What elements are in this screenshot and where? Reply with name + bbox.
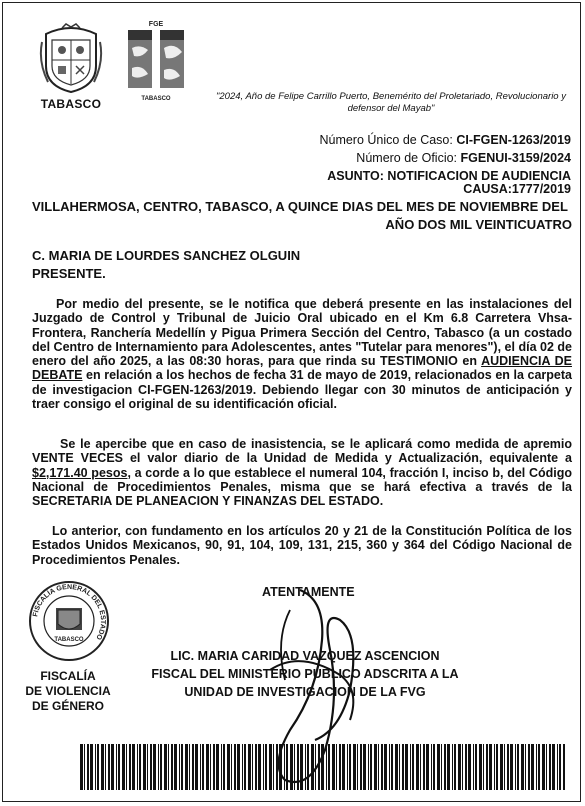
barcode-bar — [517, 744, 519, 790]
barcode-bar — [504, 744, 505, 790]
barcode-bar — [252, 744, 253, 790]
barcode-bar — [410, 744, 411, 790]
barcode-bar — [160, 744, 162, 790]
notification-text-1: Por medio del presente, se le notifica que deberá presente en las instalaciones del Juzgado de Control y Tribunal de Juicio Oral ubicado en el Km 6.8 Carretera Vhsa-Frontera, Ranchería Medellín y Pigua Primera Sección del Centro, Tabasco (a un costado del Centro de Internamiento para Adolescentes, antes "Tutelar para menores"), el día 02 de enero del año 2025, a las 08:30 horas, para que rinda su TESTIMONIO en — [32, 297, 572, 369]
barcode-bar — [552, 744, 555, 790]
barcode-bar — [101, 744, 104, 790]
place-date-line-2: AÑO DOS MIL VEINTICUATRO — [385, 217, 572, 232]
stamp-caption-line-2: DE VIOLENCIA — [25, 684, 111, 698]
barcode-bar — [510, 744, 513, 790]
barcode-bar — [454, 744, 456, 790]
barcode-bar — [496, 744, 498, 790]
barcode-bar — [473, 744, 474, 790]
barcode-bar — [258, 744, 261, 790]
barcode-bar — [378, 744, 379, 790]
barcode-bar — [384, 744, 387, 790]
barcode-bar — [108, 744, 110, 790]
addressee-name: C. MARIA DE LOURDES SANCHEZ OLGUIN — [32, 248, 301, 263]
subject-value: NOTIFICACION DE AUDIENCIA — [387, 169, 571, 183]
barcode-bar — [132, 744, 135, 790]
barcode-bar — [279, 744, 282, 790]
barcode-bar — [248, 744, 251, 790]
signer-title-1: FISCAL DEL MINISTERIO PUBLICO ADSCRITA A LA — [151, 667, 459, 681]
barcode-bar — [538, 744, 540, 790]
stamp-caption-line-3: DE GÉNERO — [31, 699, 104, 713]
barcode-bar — [437, 744, 440, 790]
barcode-bar — [326, 744, 327, 790]
barcode-bar — [290, 744, 293, 790]
barcode-bar — [546, 744, 547, 790]
barcode-bar — [276, 744, 278, 790]
barcode-bar — [531, 744, 534, 790]
barcode-bar — [153, 744, 156, 790]
barcode-bar — [389, 744, 390, 790]
barcode-bar — [542, 744, 545, 790]
barcode-bar — [90, 744, 93, 790]
barcode-bar — [494, 744, 495, 790]
barcode-bar — [360, 744, 362, 790]
barcode-bar — [265, 744, 267, 790]
barcode-bar — [328, 744, 330, 790]
signer-name: LIC. MARIA CARIDAD VAZQUEZ ASCENCION — [170, 649, 440, 663]
barcode-bar — [202, 744, 204, 790]
warning-text-1: Se le apercibe que en caso de inasistencia, se le aplicará como medida de apremio VENTE VECES el valor diario de la Unidad de Medida y Actualización, equivalente a — [32, 437, 572, 466]
barcode-bar — [200, 744, 201, 790]
barcode-bar — [336, 744, 337, 790]
barcode-bar — [370, 744, 372, 790]
barcode-bar — [242, 744, 243, 790]
barcode-bar — [237, 744, 240, 790]
addressee-block — [32, 247, 300, 283]
barcode-bar — [563, 744, 565, 790]
hearing-type: AUDIENCIA DE DEBATE — [32, 354, 572, 383]
cause-number: CAUSA:1777/2019 — [463, 182, 571, 196]
barcode-bar — [391, 744, 393, 790]
barcode-bar — [368, 744, 369, 790]
office-number-label: Número de Oficio: — [356, 151, 458, 165]
barcode-bar — [321, 744, 324, 790]
barcode-bar — [447, 744, 450, 790]
barcode-bar — [126, 744, 127, 790]
barcode-bar — [181, 744, 183, 790]
institutional-motto: "2024, Año de Felipe Carrillo Puerto, Benemérito del Proletariado, Revolucionario y defensor del Mayab" — [216, 91, 566, 114]
fge-logo — [124, 18, 188, 106]
barcode-bar — [468, 744, 471, 790]
barcode-bar — [84, 744, 85, 790]
office-number-line — [171, 149, 571, 167]
barcode-bar — [416, 744, 419, 790]
barcode-bar — [318, 744, 320, 790]
office-number-value: FGENUI-3159/2024 — [460, 151, 571, 165]
barcode-bar — [284, 744, 285, 790]
fge-logo-subtext: TABASCO — [141, 96, 171, 102]
barcode-bar — [500, 744, 503, 790]
barcode-bar — [286, 744, 288, 790]
barcode-bar — [263, 744, 264, 790]
barcode-bar — [402, 744, 404, 790]
barcode-bar — [87, 744, 89, 790]
barcode-bar — [137, 744, 138, 790]
barcode-bar — [507, 744, 509, 790]
barcode-bar — [347, 744, 348, 790]
barcode-bar — [231, 744, 232, 790]
barcode-bar — [489, 744, 492, 790]
barcode-bar — [223, 744, 225, 790]
barcode-bar — [95, 744, 96, 790]
place-date-line-1: VILLAHERMOSA, CENTRO, TABASCO, A QUINCE DIAS DEL MES DE NOVIEMBRE DEL — [32, 199, 568, 214]
barcode-bar — [129, 744, 131, 790]
signature-block — [150, 647, 460, 701]
barcode-bar — [192, 744, 194, 790]
barcode-bar — [139, 744, 141, 790]
fiscalia-stamp-seal — [28, 578, 110, 664]
barcode-bar — [441, 744, 442, 790]
barcode-bar — [116, 744, 117, 790]
barcode-bar — [179, 744, 180, 790]
barcode-bar — [297, 744, 299, 790]
barcode-bar — [557, 744, 558, 790]
barcode-bar — [339, 744, 341, 790]
barcode-bar — [122, 744, 125, 790]
barcode-bar — [105, 744, 106, 790]
barcode-bar — [395, 744, 398, 790]
barcode-bar — [515, 744, 516, 790]
barcode-bar — [525, 744, 526, 790]
barcode-bar — [349, 744, 351, 790]
barcode-bar — [195, 744, 198, 790]
case-number-value: CI-FGEN-1263/2019 — [456, 133, 571, 147]
barcode-bar — [521, 744, 524, 790]
barcode-bar — [189, 744, 190, 790]
barcode-bar — [452, 744, 453, 790]
barcode-bar — [465, 744, 467, 790]
barcode-bar — [150, 744, 152, 790]
barcode-bar — [353, 744, 356, 790]
case-number-line — [171, 131, 571, 149]
barcode-bar — [305, 744, 306, 790]
barcode-bar — [311, 744, 314, 790]
barcode-bar — [486, 744, 488, 790]
stamp-caption-line-1: FISCALÍA — [40, 669, 96, 683]
barcode-bar — [97, 744, 99, 790]
barcode-bar — [433, 744, 435, 790]
barcode-bar — [483, 744, 484, 790]
addressee-greeting: PRESENTE. — [32, 266, 106, 281]
barcode-bar — [147, 744, 148, 790]
barcode-bar — [174, 744, 177, 790]
barcode-bar — [206, 744, 209, 790]
barcode-bar — [221, 744, 222, 790]
notification-text-2: en relación a los hechos de fecha 31 de mayo de 2019, relacionados en la carpeta de investigacion CI-FGEN-1263/2019. Debiendo llegar con 30 minutos de anticipación y traer consigo el original de su identificación oficial. — [32, 368, 572, 412]
barcode-bar — [171, 744, 173, 790]
barcode-bar — [412, 744, 414, 790]
fine-amount: $2,171.40 pesos — [32, 465, 128, 480]
barcode-bar — [549, 744, 551, 790]
tabasco-coat-of-arms-logo — [38, 22, 104, 94]
barcode — [80, 744, 565, 790]
barcode-bar — [244, 744, 246, 790]
barcode-bar — [374, 744, 377, 790]
barcode-bar — [158, 744, 159, 790]
barcode-bar — [118, 744, 120, 790]
barcode-bar — [462, 744, 463, 790]
legal-basis-paragraph: Lo anterior, con fundamento en los artículos 20 y 21 de la Constitución Política de los Estados Unidos Mexicanos, 90, 91, 104, 109, 131, 215, 360 y 364 del Código Nacional de Procedimientos Penales. — [32, 524, 572, 567]
barcode-bar — [227, 744, 230, 790]
barcode-bar — [210, 744, 211, 790]
barcode-bar — [185, 744, 188, 790]
fge-logo-text: FGE — [148, 21, 164, 28]
barcode-bar — [559, 744, 561, 790]
barcode-bar — [294, 744, 295, 790]
barcode-bar — [458, 744, 461, 790]
barcode-bar — [423, 744, 425, 790]
stamp-sub-text: TABASCO — [54, 637, 84, 643]
state-label: TABASCO — [40, 97, 102, 111]
barcode-bar — [475, 744, 477, 790]
barcode-bar — [168, 744, 169, 790]
barcode-bar — [80, 744, 83, 790]
stamp-caption — [18, 669, 118, 714]
barcode-bar — [111, 744, 114, 790]
barcode-bar — [399, 744, 400, 790]
barcode-bar — [315, 744, 316, 790]
warning-paragraph — [32, 437, 572, 508]
barcode-bar — [342, 744, 345, 790]
barcode-bar — [269, 744, 272, 790]
barcode-bar — [255, 744, 257, 790]
closing-text: ATENTAMENTE — [262, 585, 355, 599]
subject-label: ASUNTO: — [327, 169, 384, 183]
warning-text-2: , a corde a lo que establece el numeral 104, fracción I, inciso b, del Código Nacional de Procedimientos Penales, misma que se hará efectiva a través de la SECRETARIA DE PLANEACION Y FINANZAS DEL ESTADO. — [32, 465, 573, 509]
barcode-bar — [444, 744, 446, 790]
barcode-bar — [528, 744, 530, 790]
barcode-bar — [405, 744, 408, 790]
barcode-bar — [357, 744, 358, 790]
case-number-label: Número Único de Caso: — [319, 133, 453, 147]
barcode-bar — [381, 744, 383, 790]
barcode-bar — [143, 744, 146, 790]
barcode-bar — [234, 744, 236, 790]
barcode-bar — [536, 744, 537, 790]
barcode-bar — [426, 744, 429, 790]
barcode-bar — [363, 744, 366, 790]
barcode-bar — [307, 744, 309, 790]
barcode-bar — [431, 744, 432, 790]
barcode-bar — [213, 744, 215, 790]
barcode-bar — [216, 744, 219, 790]
notification-paragraph — [32, 297, 572, 411]
barcode-bar — [273, 744, 274, 790]
signer-title-2: UNIDAD DE INVESTIGACION DE LA FVG — [184, 685, 426, 699]
barcode-bar — [300, 744, 303, 790]
barcode-bar — [420, 744, 421, 790]
stamp-ring-text: FISCALÍA GENERAL DEL ESTADO — [32, 583, 107, 641]
barcode-bar — [332, 744, 335, 790]
barcode-bar — [479, 744, 482, 790]
barcode-bar — [164, 744, 167, 790]
